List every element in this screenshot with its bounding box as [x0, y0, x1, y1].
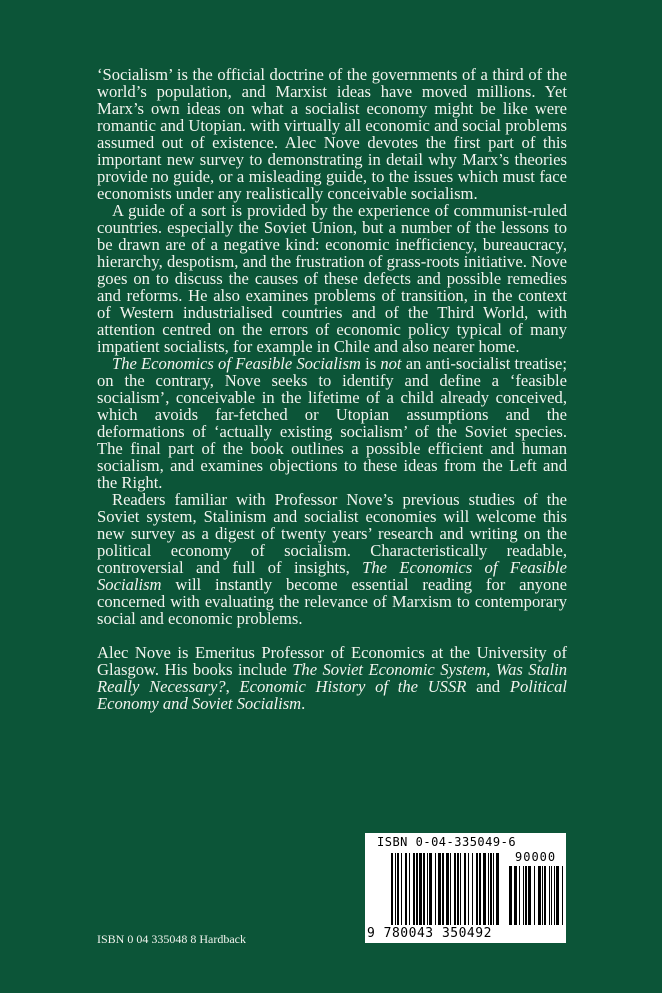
barcode-bar [523, 866, 524, 925]
barcode-bar [397, 853, 399, 925]
barcode-bar [401, 853, 402, 925]
barcode-bar [525, 866, 527, 925]
barcode-bar [438, 853, 441, 925]
blurb-paragraph-3 [97, 355, 567, 491]
addon-bars [509, 866, 563, 925]
barcode-bar [423, 853, 425, 925]
book-title: Political Economy and Soviet Socialism [97, 677, 567, 713]
barcode-bar [391, 853, 393, 925]
barcode-bar [542, 866, 543, 925]
barcode-bar [534, 866, 535, 925]
text: and [466, 677, 510, 696]
barcode-bar [544, 866, 546, 925]
barcode-bar [493, 853, 494, 925]
barcode-bar [464, 853, 466, 925]
hardback-isbn: ISBN 0 04 335048 8 Hardback [97, 932, 246, 946]
barcode-bar [476, 853, 478, 925]
barcode-bar [538, 866, 541, 925]
barcode-bar [528, 866, 531, 925]
barcode-bar [413, 853, 415, 925]
barcode-bar [509, 866, 512, 925]
barcode-bar [435, 853, 436, 925]
blurb [97, 66, 567, 712]
blurb-paragraph-2: A guide of a sort is provided by the experience of communist-ruled countries. especially the Soviet Union, but a number of the lessons to be drawn are of a negative kind: economic inefficiency, bureaucracy, hierarchy, despotism, and the frustration of grass-roots initiative. Nove goes on to discuss the causes of these defects and possible remedies and reforms. He also examines problems of transition, in the context of Western industrialised countries and of the Third World, with attention centred on the errors of economic policy typical of many impatient socialists, for example in Chile and also nearer home. [97, 201, 567, 356]
text: . [301, 694, 306, 713]
barcode-bar [519, 866, 520, 925]
barcode-bar [488, 853, 489, 925]
barcode-bar [446, 853, 449, 925]
barcode-bar [460, 853, 461, 925]
barcode-bar [468, 853, 469, 925]
barcode-bar [483, 853, 486, 925]
barcode-bar [427, 853, 428, 925]
text: will instantly become essential reading for anyone concerned with evaluating the relevance of Marxism to contemporary social and economic problems. [97, 575, 567, 628]
blurb-paragraph-4 [97, 491, 567, 627]
barcode-bar [416, 853, 418, 925]
barcode-bar [556, 866, 559, 925]
addon-number: 90000 [515, 850, 557, 864]
barcode-bar [395, 853, 396, 925]
text: Alec Nove is Emeritus Professor of Economics at the University of Glasgow. His books include [97, 643, 567, 679]
barcode-bar [450, 853, 451, 925]
isbn-barcode [365, 833, 566, 943]
barcode-bar [562, 866, 563, 925]
barcode-bar [457, 853, 459, 925]
barcode-bar [472, 853, 473, 925]
barcode-bar [409, 853, 410, 925]
blurb-paragraph-1: ‘Socialism’ is the official doctrine of the governments of a third of the world’s population, and Marxist ideas have moved millions. Yet Marx’s own ideas on what a socialist economy might be like were romantic and Utopian. with virtually all economic and social problems assumed out of existence. Alec Nove devotes the first part of this important new survey to demonstrating in detail why Marx’s theories provide no guide, or a misleading guide, to the issues which must face economists under any realistically conceivable socialism. [97, 65, 567, 203]
barcode-bar [442, 853, 444, 925]
book-title: The Economics of Feasible Socialism [112, 354, 361, 373]
book-title: Economic History of the USSR [239, 677, 467, 696]
book-title: The Soviet Economic System, Was Stalin Really Necessary? [97, 660, 567, 696]
barcode-bar [496, 853, 499, 925]
book-title: The Economics of Feasible Socialism [97, 558, 567, 594]
barcode-bar [490, 853, 492, 925]
barcode-bar [549, 866, 550, 925]
text: is [360, 354, 381, 373]
text: , [225, 677, 240, 696]
barcode-bar [551, 866, 552, 925]
barcode-bar [429, 853, 432, 925]
barcode-bar [405, 853, 407, 925]
text: Readers familiar with Professor Nove’s previous studies of the Soviet system, Stalinism and socialist economies will welcome this new survey as a digest of twenty years’ research and writing on the political economy of socialism. Characteristically readable, controversial and full of insights, [97, 490, 567, 577]
barcode-bars [391, 853, 499, 925]
barcode-bar [419, 853, 422, 925]
text: an anti-socialist treatise; on the contrary, Nove seeks to identify and define a ‘feasible socialism’, conceivable in the lifetime of a child already conceived, which avoids far-fetched or Utopian assumptions and the deformations of ‘actually existing socialism’ of the Soviet species. The final part of the book outlines a possible efficient and human socialism, and examines objections to these ideas from the Left and the Right. [97, 354, 567, 492]
barcode-bar [479, 853, 481, 925]
barcode-bar [514, 866, 517, 925]
emphasis: not [380, 354, 402, 373]
barcode-bar [454, 853, 456, 925]
author-bio [97, 644, 567, 712]
barcode-bar [554, 866, 555, 925]
ean-number: 9 780043 350492 [367, 926, 492, 941]
isbn-label: ISBN 0-04-335049-6 [377, 835, 517, 849]
